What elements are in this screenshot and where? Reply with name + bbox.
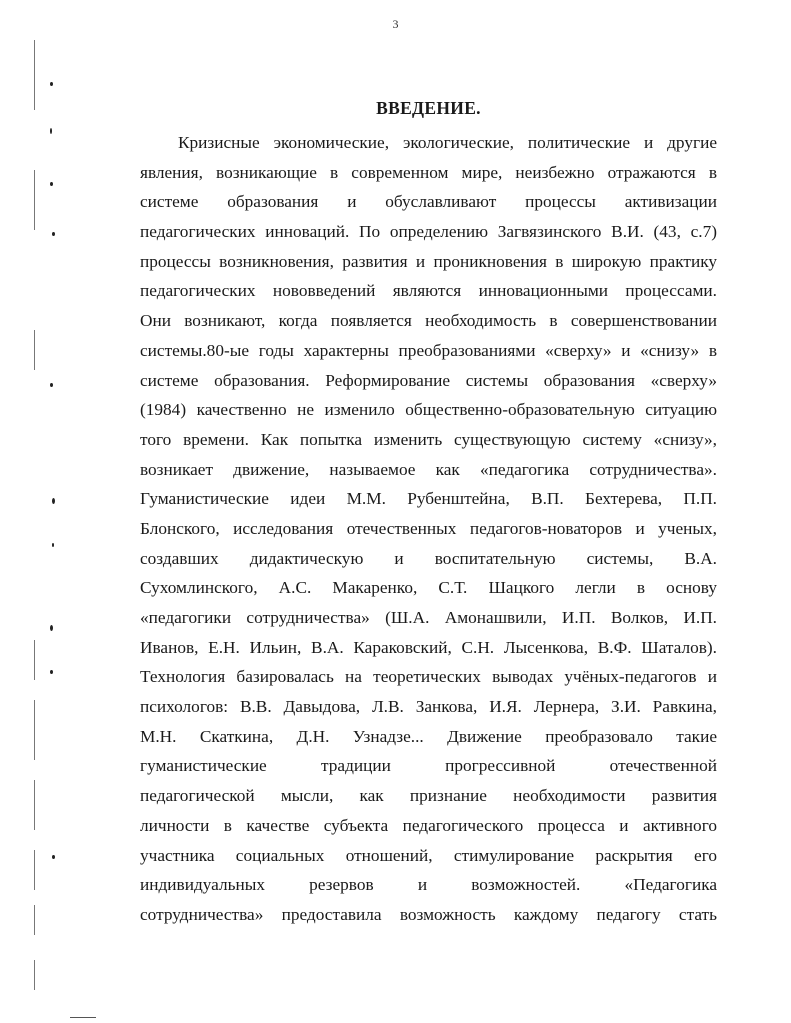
scan-speck <box>50 128 52 134</box>
text-line: педагогической мысли, как признание необходимости развития <box>140 786 717 806</box>
scan-speck <box>52 232 55 236</box>
text-line: (1984) качественно не изменило общественно-образовательную ситуацию <box>140 400 717 420</box>
text-line: «педагогики сотрудничества» (Ш.А. Амонашвили, И.П. Волков, И.П. <box>140 608 717 627</box>
scan-bottom-mark <box>70 1017 96 1018</box>
scan-margin-line <box>34 330 35 370</box>
text-line: возникает движение, называемое как «педагогика сотрудничества». <box>140 459 717 479</box>
text-line: Кризисные экономические, экологические, политические и другие <box>178 133 717 152</box>
text-line: Блонского, исследования отечественных педагогов-новаторов и ученых, <box>140 518 717 538</box>
text-line: сотрудничества» предоставила возможность каждому педагогу стать <box>140 904 717 924</box>
scan-margin-line <box>34 780 35 830</box>
scan-speck <box>50 670 53 674</box>
text-line: педагогических нововведений являются инновационными процессами. <box>140 281 717 301</box>
scan-margin-line <box>34 170 35 230</box>
text-line: участника социальных отношений, стимулирование раскрытия его <box>140 845 717 865</box>
text-line: М.Н. Скаткина, Д.Н. Узнадзе... Движение преобразовало такие <box>140 726 717 746</box>
text-line: Гуманистические идеи М.М. Рубенштейна, В.П. Бехтерева, П.П. <box>140 489 717 509</box>
text-line: Иванов, Е.Н. Ильин, В.А. Караковский, С.Н. Лысенкова, В.Ф. Шаталов). <box>140 637 717 657</box>
section-heading: ВВЕДЕНИЕ. <box>376 98 481 118</box>
text-line: Они возникают, когда появляется необходимость в совершенствовании <box>140 311 717 331</box>
text-line: гуманистические традиции прогрессивной отечественной <box>140 756 717 776</box>
scan-margin-line <box>34 850 35 890</box>
text-line: создавших дидактическую и воспитательную системы, В.А. <box>140 548 717 568</box>
scan-margin-line <box>34 640 35 680</box>
text-line: Сухомлинского, А.С. Макаренко, С.Т. Шацкого легли в основу <box>140 578 717 598</box>
scan-speck <box>52 498 55 504</box>
text-line: индивидуальных резервов и возможностей. «Педагогика <box>140 875 717 895</box>
text-line: системы.80-ые годы характерны преобразованиями «сверху» и «снизу» в <box>140 340 717 360</box>
page-number: 3 <box>392 17 399 31</box>
text-line: личности в качестве субъекта педагогического процесса и активного <box>140 815 717 835</box>
scan-margin-line <box>34 960 35 990</box>
text-line: процессы возникновения, развития и проникновения в широкую практику <box>140 251 717 271</box>
text-line: того времени. Как попытка изменить существующую систему «снизу», <box>140 429 717 449</box>
scan-speck <box>50 182 53 186</box>
text-line: педагогических инноваций. По определению Загвязинского В.И. (43, с.7) <box>140 222 717 242</box>
scan-speck <box>50 383 53 387</box>
scan-speck <box>50 82 53 86</box>
text-line: системе образования и обуславливают процессы активизации <box>140 192 717 212</box>
scan-speck <box>50 625 53 631</box>
text-line: явления, возникающие в современном мире, неизбежно отражаются в <box>140 162 717 182</box>
scan-speck <box>52 855 55 859</box>
text-line: Технология базировалась на теоретических выводах учёных-педагогов и <box>140 667 717 687</box>
text-line: системе образования. Реформирование системы образования «сверху» <box>140 370 717 390</box>
text-line: психологов: В.В. Давыдова, Л.В. Занкова, И.Я. Лернера, З.И. Равкина, <box>140 697 717 717</box>
scan-margin-line <box>34 40 35 110</box>
scan-speck <box>52 543 54 547</box>
body-paragraph <box>140 128 717 930</box>
scan-margin-line <box>34 700 35 760</box>
scan-margin-line <box>34 905 35 935</box>
